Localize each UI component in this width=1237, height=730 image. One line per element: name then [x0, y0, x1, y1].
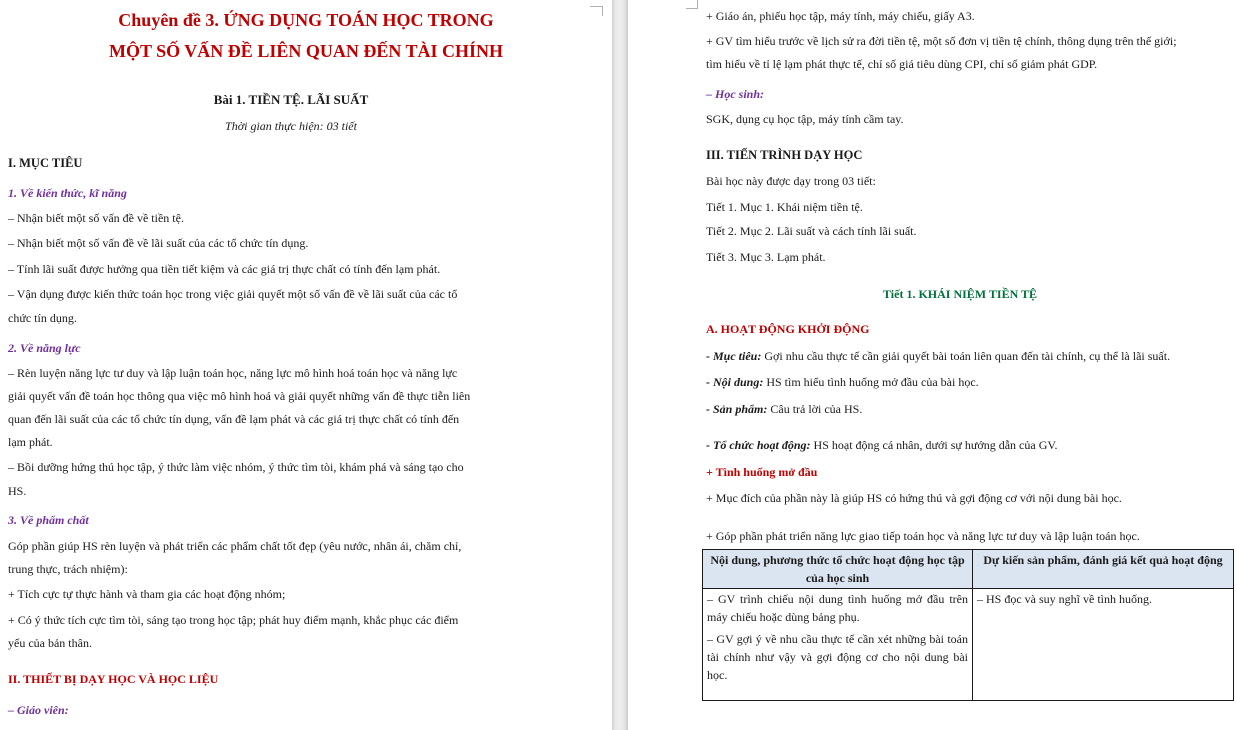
paragraph-line: quan đến lãi suất của các tổ chức tín dụng, vấn đề lạm phát và các giá trị thực chất có tính đến	[8, 412, 460, 426]
section-heading-equipment: II. THIẾT BỊ DẠY HỌC VÀ HỌC LIỆU	[8, 672, 219, 686]
organization-line	[706, 438, 1057, 452]
cell-paragraph: – HS đọc và suy nghĩ về tình huống.	[977, 592, 1152, 606]
subheading-knowledge: 1. Về kiến thức, kĩ năng	[8, 186, 127, 200]
paragraph-line: + Mục đích của phần này là giúp HS có hứng thú và gợi động cơ với nội dung bài học.	[706, 491, 1122, 505]
paragraph-line: + Có ý thức tích cực tìm tòi, sáng tạo trong học tập; phát huy điểm mạnh, khắc phục các điểm	[8, 613, 459, 627]
activity-table	[702, 549, 1234, 701]
goal-label: - Mục tiêu:	[706, 349, 762, 363]
document-page-right	[628, 0, 1237, 730]
paragraph-line: + Góp phần phát triển năng lực giao tiếp toán học và năng lực tư duy và lập luận toán học.	[706, 529, 1140, 543]
organization-text: HS hoạt động cá nhân, dưới sự hướng dẫn của GV.	[810, 438, 1058, 452]
table-header-row	[703, 550, 1234, 589]
content-line	[706, 375, 979, 389]
paragraph-line: + GV tìm hiểu trước về lịch sử ra đời tiền tệ, một số đơn vị tiền tệ chính, thông dụng trên thế giới;	[706, 34, 1177, 48]
organization-label: - Tổ chức hoạt động:	[706, 438, 811, 452]
paragraph-line: – Bồi dưỡng hứng thú học tập, ý thức làm việc nhóm, ý thức tìm tòi, khám phá và sáng tạo cho	[8, 460, 464, 474]
paragraph-line: yếu của bản thân.	[8, 636, 92, 650]
goal-line	[706, 349, 1170, 363]
chapter-title-line1: Chuyên đề 3. ỨNG DỤNG TOÁN HỌC TRONG	[118, 10, 494, 30]
paragraph-line: – Nhận biết một số vấn đề về tiền tệ.	[8, 211, 184, 225]
paragraph-line: Tiết 2. Mục 2. Lãi suất và cách tính lãi suất.	[706, 224, 917, 238]
product-label: - Sản phẩm:	[706, 402, 768, 416]
subheading-competence: 2. Về năng lực	[8, 341, 81, 355]
document-page-left	[0, 0, 612, 730]
paragraph-line: + Tích cực tự thực hành và tham gia các hoạt động nhóm;	[8, 587, 286, 601]
lesson-title: Bài 1. TIỀN TỆ. LÃI SUẤT	[213, 92, 369, 107]
paragraph-line: tìm hiểu về tỉ lệ lạm phát thực tế, chỉ số giá tiêu dùng CPI, chỉ số giảm phát GDP.	[706, 57, 1098, 71]
paragraph-line: trung thực, trách nhiệm):	[8, 562, 128, 576]
page-corner-mark	[686, 8, 698, 9]
subheading-student: – Học sinh:	[706, 87, 765, 101]
paragraph-line: Tiết 3. Mục 3. Lạm phát.	[706, 250, 826, 264]
paragraph-line: giải quyết vấn đề toán học thông qua việc mô hình hoá và giải quyết những vấn đề thực tiễn liên	[8, 389, 471, 403]
content-label: - Nội dung:	[706, 375, 764, 389]
section-heading-objectives: I. MỤC TIÊU	[8, 156, 83, 170]
page-gutter	[612, 0, 628, 730]
product-line	[706, 402, 862, 416]
chapter-title-line2: MỘT SỐ VẤN ĐỀ LIÊN QUAN ĐẾN TÀI CHÍNH	[108, 41, 504, 61]
product-text: Câu trả lời của HS.	[767, 402, 863, 416]
page-corner-mark	[590, 6, 603, 7]
paragraph-line: – Rèn luyện năng lực tư duy và lập luận toán học, năng lực mô hình hoá toán học và năng lực	[8, 366, 458, 380]
activity-heading: A. HOẠT ĐỘNG KHỞI ĐỘNG	[706, 322, 870, 336]
table-cell	[703, 589, 973, 701]
paragraph-line: + Giáo án, phiếu học tập, máy tính, máy chiếu, giấy A3.	[706, 9, 975, 23]
table-header-cell: Dự kiến sản phẩm, đánh giá kết quả hoạt động	[973, 550, 1234, 589]
subheading-qualities: 3. Về phẩm chất	[8, 513, 89, 527]
period-title: Tiết 1. KHÁI NIỆM TIỀN TỆ	[883, 287, 1038, 301]
subheading-teacher: – Giáo viên:	[8, 703, 69, 717]
goal-text: Gợi nhu cầu thực tế cần giải quyết bài toán liên quan đến tài chính, cụ thể là lãi suất.	[761, 349, 1171, 363]
section-heading-process: III. TIẾN TRÌNH DẠY HỌC	[706, 148, 863, 162]
table-header-cell: Nội dung, phương thức tổ chức hoạt động học tập của học sinh	[703, 550, 973, 589]
paragraph-line: Bài học này được dạy trong 03 tiết:	[706, 174, 876, 188]
table-cell	[973, 589, 1234, 701]
paragraph-line: lạm phát.	[8, 435, 53, 449]
paragraph-line: Tiết 1. Mục 1. Khái niệm tiền tệ.	[706, 200, 863, 214]
content-text: HS tìm hiểu tình huống mở đầu của bài học.	[763, 375, 979, 389]
paragraph-line: – Tính lãi suất được hưởng qua tiền tiết kiệm và các giá trị thực chất có tính đến lạm phát.	[8, 262, 441, 276]
paragraph-line: Góp phần giúp HS rèn luyện và phát triển các phẩm chất tốt đẹp (yêu nước, nhân ái, chăm chỉ,	[8, 539, 462, 553]
table-row	[703, 589, 1234, 701]
paragraph-line: – Nhận biết một số vấn đề về lãi suất của các tổ chức tín dụng.	[8, 236, 309, 250]
situation-heading: + Tình huống mở đầu	[706, 465, 818, 479]
paragraph-line: chức tín dụng.	[8, 311, 77, 325]
cell-paragraph: – GV gợi ý về nhu cầu thực tế cần xét những bài toán tài chính như vậy và gợi động cơ cho nội dung bài học.	[707, 632, 968, 682]
cell-paragraph: – GV trình chiếu nội dung tình huống mở đầu trên máy chiếu hoặc dùng bảng phụ.	[707, 592, 968, 624]
paragraph-line: HS.	[8, 484, 27, 498]
paragraph-line: – Vận dụng được kiến thức toán học trong việc giải quyết một số vấn đề về lãi suất của các tổ	[8, 287, 458, 301]
paragraph-line: SGK, dụng cụ học tập, máy tính cầm tay.	[706, 112, 904, 126]
lesson-duration: Thời gian thực hiện: 03 tiết	[225, 119, 357, 133]
